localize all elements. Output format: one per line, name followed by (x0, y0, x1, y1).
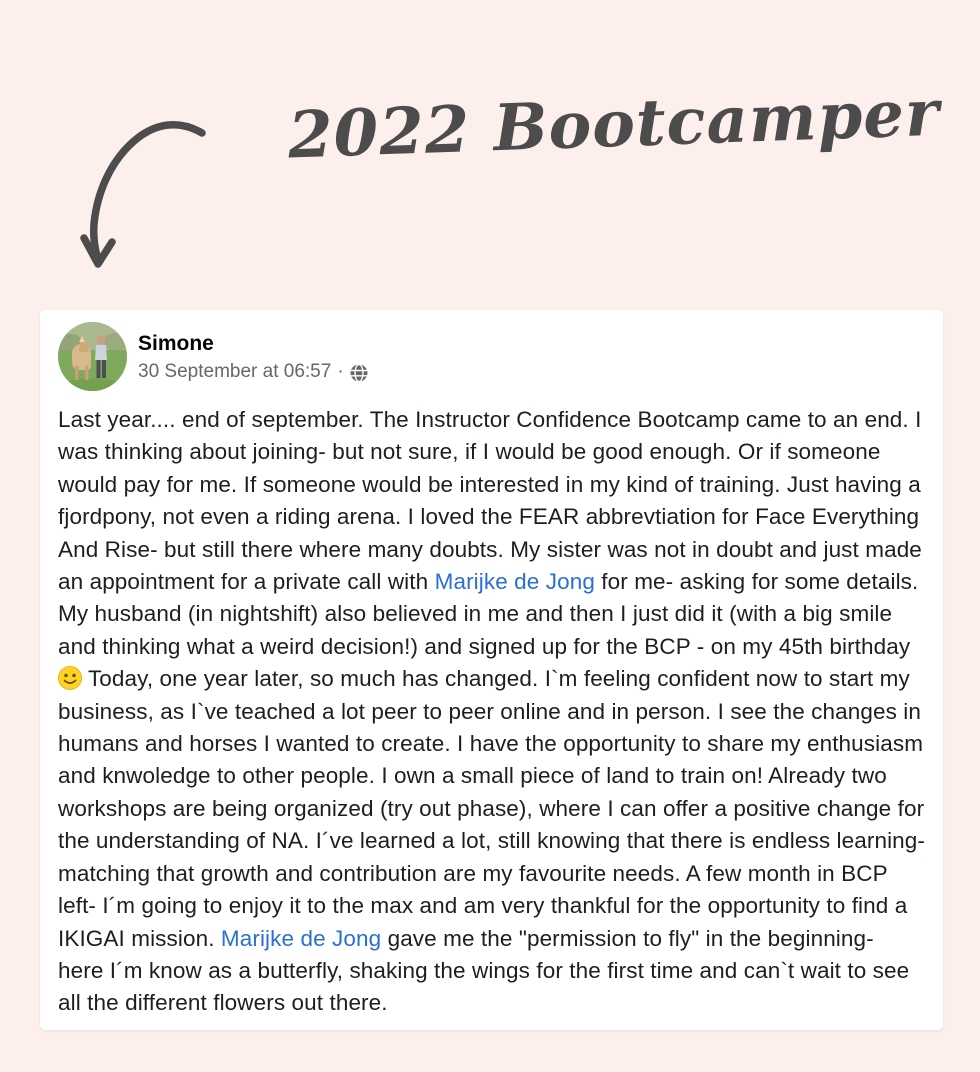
slightly-smiling-face-emoji (58, 666, 82, 690)
avatar-photo-icon (58, 322, 127, 391)
author-name[interactable]: Simone (138, 332, 214, 356)
post-body-text (58, 404, 925, 1020)
body-text-segment: for me- asking for some details. My husband (in nightshift) also believed in me and then I just did it (with a big smile and thinking what a weird decision!) and signed up for the BCP - on my 45th birthday (58, 569, 919, 659)
timestamp[interactable]: 30 September at 06:57 (138, 360, 332, 382)
link-marijke-de-jong[interactable]: Marijke de Jong (434, 569, 595, 595)
body-text-segment: Last year.... end of september. The Instructor Confidence Bootcamp came to an end. I was thinking about joining- but not sure, if I would be good enough. Or if someone would pay for me. If someone would be interested in my kind of training. Just having a fjordpony, not even a riding arena. I loved the FEAR abbrevtiation for Face Everything And Rise- but still there where many doubts. My sister was not in doubt and just made an appointment for a private call with (58, 407, 922, 595)
globe-icon (350, 364, 368, 382)
body-text-segment: Today, one year later, so much has changed. I`m feeling confident now to start my business, as I`ve teached a lot peer to peer online and in person. I see the changes in humans and horses I wanted to create. I have the opportunity to share my enthusiasm and knwoledge to other people. I own a small piece of land to train on! Already two workshops are being organized (try out phase), where I can offer a positive change for the understanding of NA. I´ve learned a lot, still knowing that there is endless learning- matching that growth and contribution are my favourite needs. A few month in BCP left- I´m going to enjoy it to the max and am very thankful for the opportunity to find a IKIGAI mission. (58, 666, 925, 951)
curved-arrow-icon (72, 116, 207, 274)
link-marijke-de-jong[interactable]: Marijke de Jong (220, 925, 382, 951)
avatar[interactable] (58, 322, 127, 391)
body-text-segment: gave me the "permission to fly" in the beginning- here I´m know as a butterfly, shaking the wings for the first time and can`t wait to see all the different flowers out there. (58, 925, 910, 1016)
facebook-post-card (40, 310, 943, 1030)
post-header-texts (138, 330, 368, 382)
headline-2022-bootcamper: 2022 Bootcamper (286, 75, 941, 174)
post-header (58, 322, 925, 391)
post-meta (138, 361, 368, 383)
meta-separator: · (337, 360, 344, 382)
